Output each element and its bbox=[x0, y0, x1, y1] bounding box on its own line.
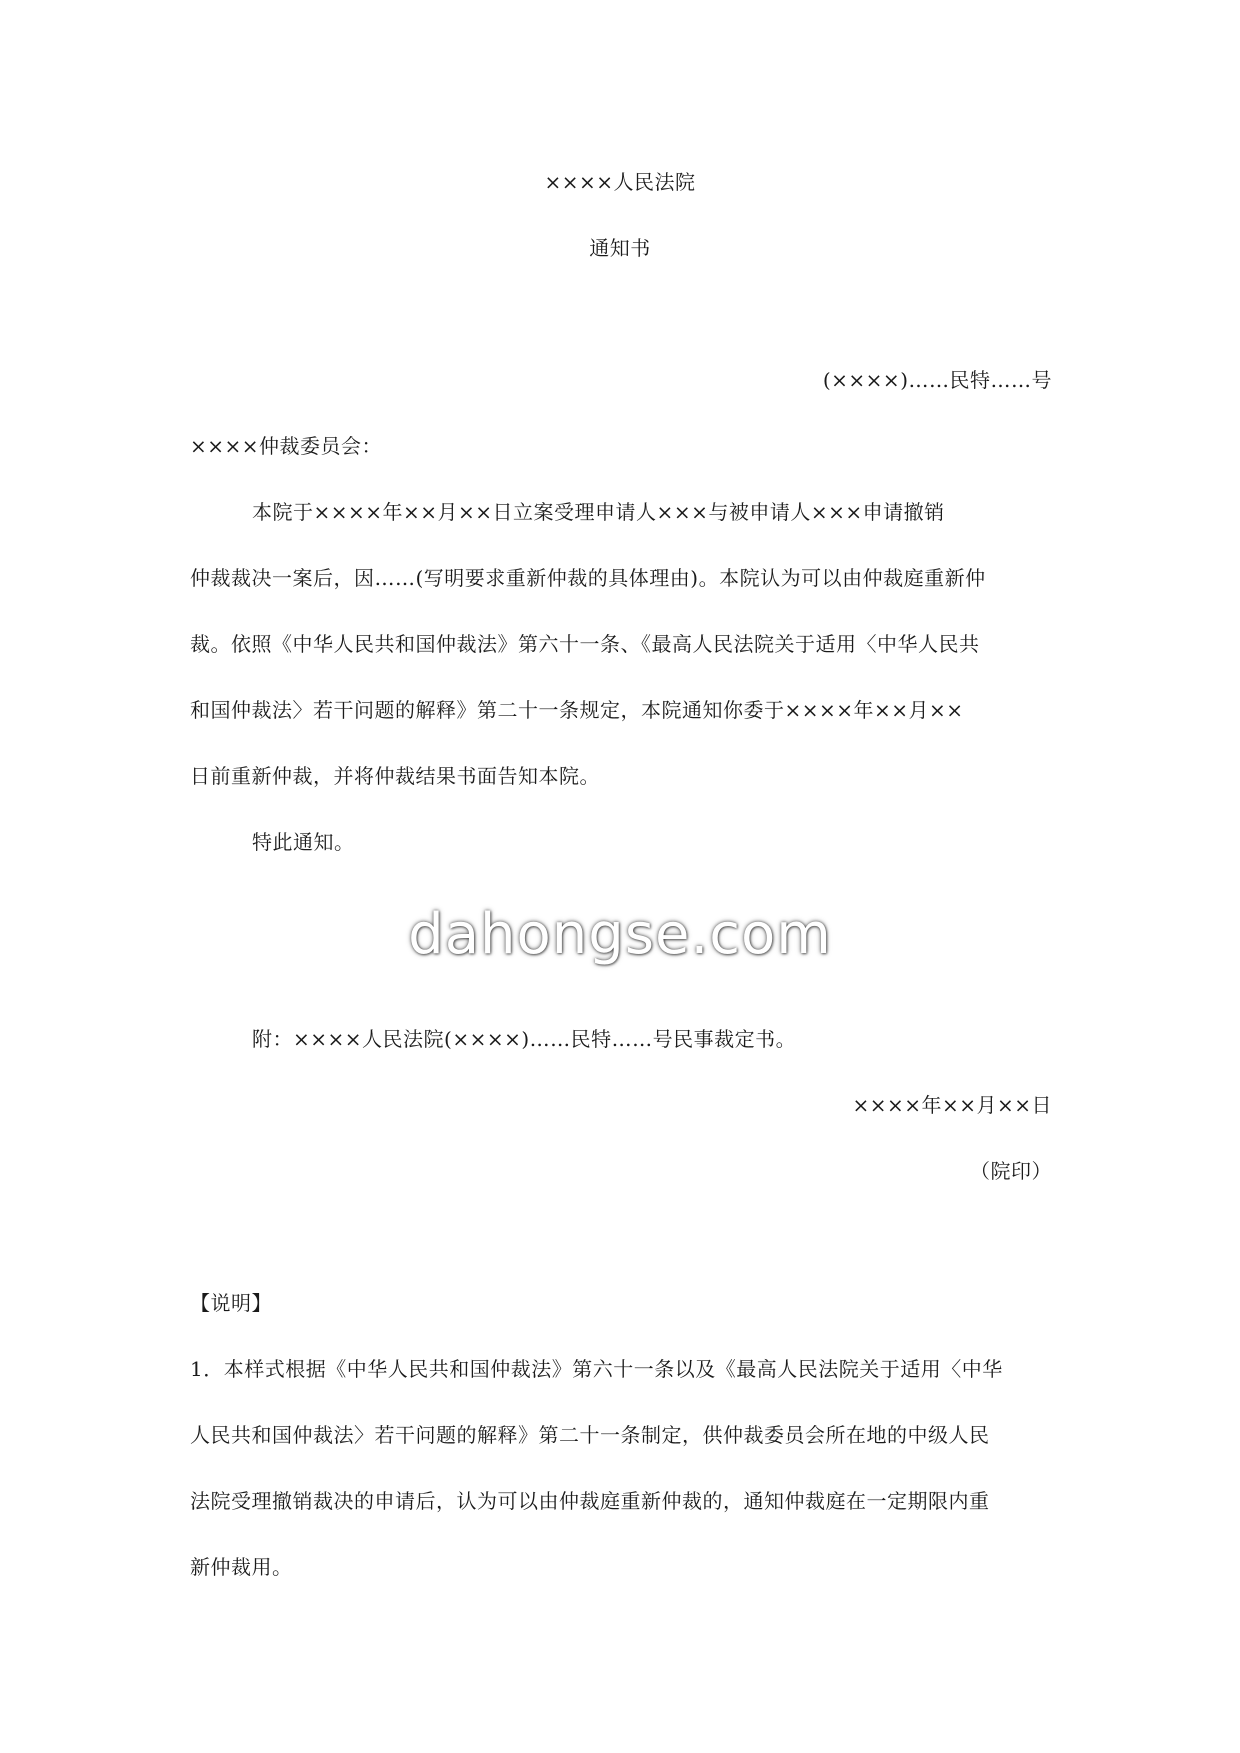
notes-line: 1．本样式根据《中华人民共和国仲裁法》第六十一条以及《最高人民法院关于适用〈中华 bbox=[190, 1357, 1003, 1381]
document-title: 通知书 bbox=[589, 236, 651, 260]
body-line: 日前重新仲裁，并将仲裁结果书面告知本院。 bbox=[190, 764, 600, 788]
notes-line: 新仲裁用。 bbox=[190, 1555, 293, 1579]
closing-text: 特此通知。 bbox=[252, 830, 355, 854]
issue-date: ××××年××月××日 bbox=[852, 1093, 1052, 1117]
body-line: 和国仲裁法〉若干问题的解释》第二十一条规定，本院通知你委于××××年××月×× bbox=[190, 698, 964, 722]
addressee: ××××仲裁委员会： bbox=[190, 434, 383, 458]
case-number: (××××)……民特……号 bbox=[822, 368, 1052, 392]
court-name: ××××人民法院 bbox=[544, 170, 696, 194]
body-line: 仲裁裁决一案后，因……(写明要求重新仲裁的具体理由)。本院认为可以由仲裁庭重新仲 bbox=[190, 566, 986, 590]
notes-line: 法院受理撤销裁决的申请后，认为可以由仲裁庭重新仲裁的，通知仲裁庭在一定期限内重 bbox=[190, 1489, 990, 1513]
body-line: 本院于××××年××月××日立案受理申请人×××与被申请人×××申请撤销 bbox=[252, 500, 945, 524]
notes-line: 人民共和国仲裁法〉若干问题的解释》第二十一条制定，供仲裁委员会所在地的中级人民 bbox=[190, 1423, 990, 1447]
attachment-note: 附：××××人民法院(××××)……民特……号民事裁定书。 bbox=[252, 1027, 797, 1051]
court-seal-label: （院印） bbox=[970, 1159, 1052, 1183]
notes-heading: 【说明】 bbox=[190, 1291, 272, 1315]
watermark-text: dahongse.com bbox=[408, 902, 832, 967]
body-line: 裁。依照《中华人民共和国仲裁法》第六十一条、《最高人民法院关于适用〈中华人民共 bbox=[190, 632, 980, 656]
